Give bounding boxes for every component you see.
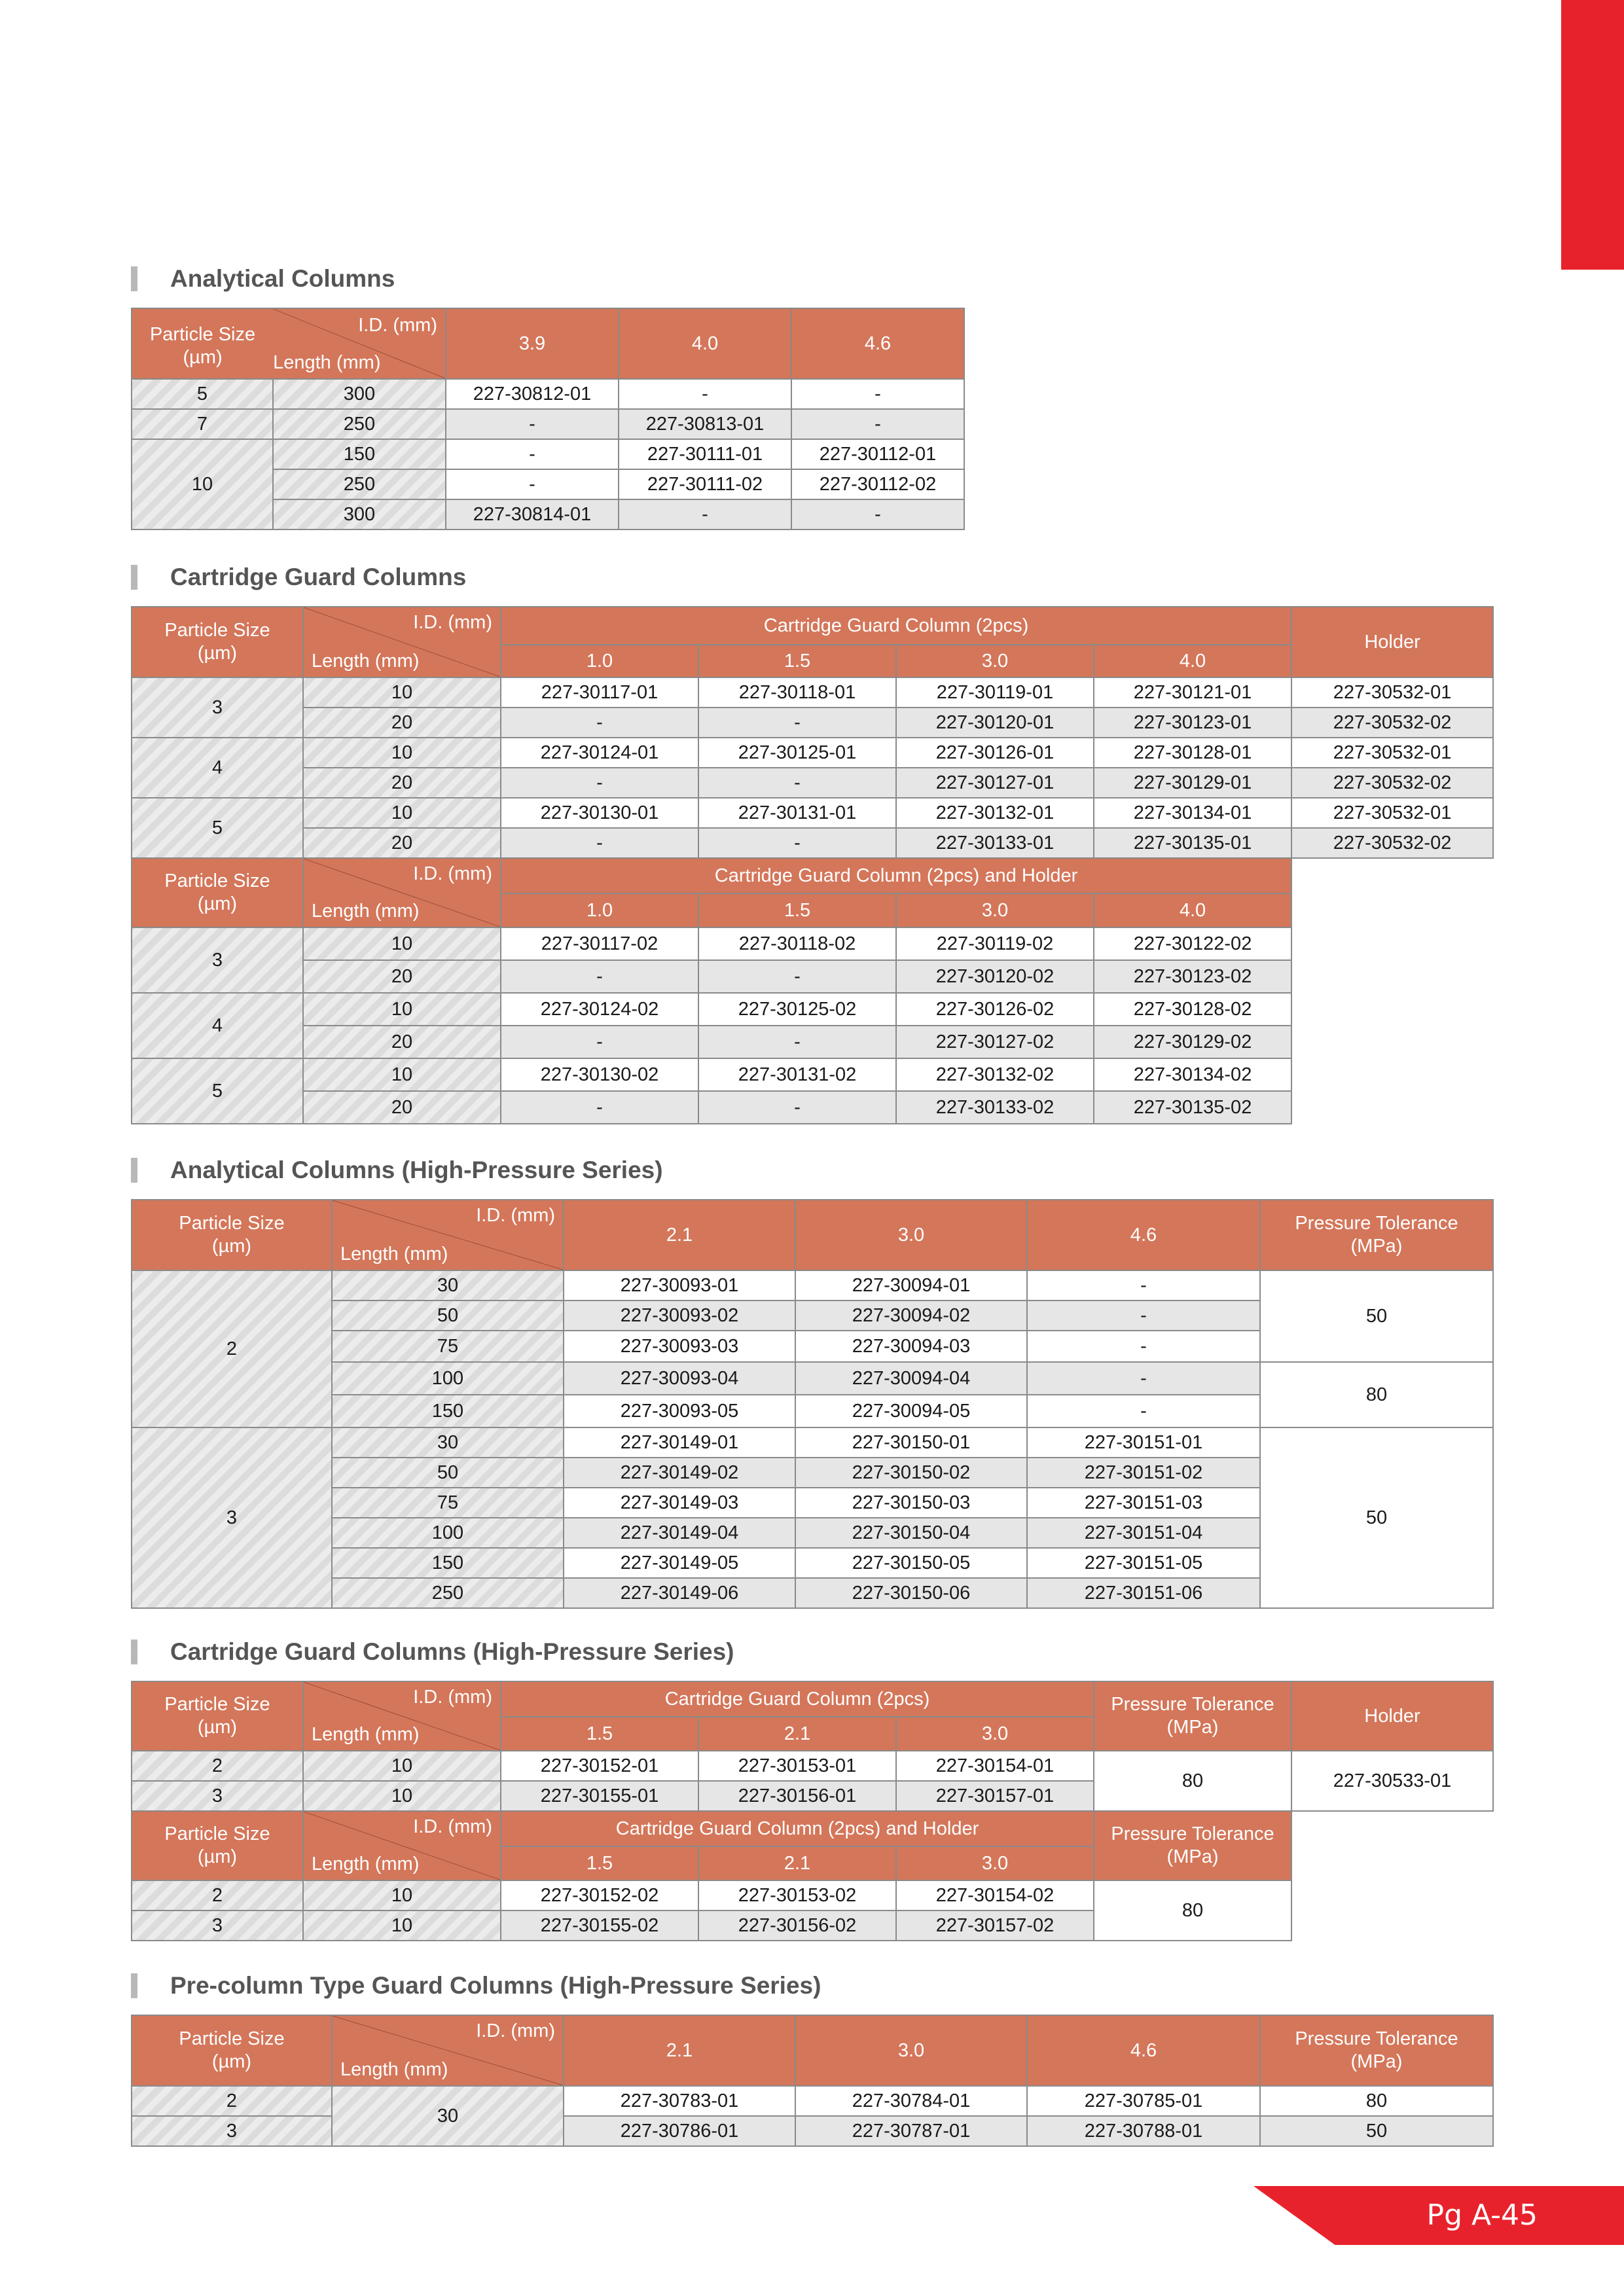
col-header: 2.1 — [564, 1200, 795, 1270]
header-diagonal-cell — [332, 1200, 564, 1270]
analytical-hp-table — [131, 1199, 1494, 1609]
part-number-cell: 227-30130-02 — [501, 1058, 698, 1091]
section-marker — [131, 266, 137, 291]
particle-size-header: Particle Size (µm) — [132, 1681, 303, 1751]
length-header: Length (mm) — [340, 2059, 448, 2081]
length-header: Length (mm) — [312, 901, 420, 922]
table-row — [132, 1427, 1493, 1458]
part-number-cell: 227-30151-03 — [1027, 1488, 1260, 1518]
section-cartridge-guard-hp — [131, 1638, 1494, 1941]
id-header: I.D. (mm) — [413, 1687, 492, 1708]
header-diagonal-cell — [332, 2015, 564, 2086]
length-cell: 10 — [303, 1781, 501, 1811]
part-number-cell: 227-30150-06 — [795, 1578, 1027, 1608]
id-header: I.D. (mm) — [413, 863, 492, 884]
length-cell: 10 — [303, 677, 501, 708]
col-header: 3.0 — [896, 645, 1094, 677]
particle-size-cell: 10 — [132, 439, 273, 529]
part-number-cell: 227-30150-04 — [795, 1518, 1027, 1548]
part-number-cell: 227-30093-05 — [564, 1395, 795, 1427]
header-row — [132, 1200, 1493, 1270]
holder-cell: 227-30532-02 — [1291, 828, 1493, 858]
cartridge-guard-hp-with-holder-table — [131, 1810, 1292, 1941]
table-row — [132, 379, 964, 409]
col-header: 3.0 — [896, 1717, 1094, 1751]
pressure-tolerance-cell: 80 — [1094, 1880, 1291, 1941]
length-cell: 100 — [332, 1362, 564, 1395]
part-number-cell: 227-30124-02 — [501, 993, 698, 1026]
length-header: Length (mm) — [273, 352, 381, 374]
header-row — [132, 308, 964, 379]
length-cell: 250 — [273, 469, 446, 499]
part-number-cell: 227-30150-03 — [795, 1488, 1027, 1518]
particle-size-cell: 2 — [132, 1751, 303, 1781]
header-diagonal-cell — [303, 1681, 501, 1751]
pressure-tolerance-cell: 80 — [1260, 2086, 1493, 2116]
particle-size-cell: 2 — [132, 2086, 332, 2116]
part-number-cell: 227-30094-01 — [795, 1270, 1027, 1300]
part-number-cell: - — [501, 1026, 698, 1058]
part-number-cell: 227-30127-01 — [896, 768, 1094, 798]
pressure-tolerance-cell: 50 — [1260, 1427, 1493, 1608]
length-cell: 10 — [303, 993, 501, 1026]
col-header: 2.1 — [698, 1846, 896, 1880]
particle-size-cell: 3 — [132, 1910, 303, 1941]
cartridge-guard-columns-table — [131, 606, 1494, 859]
part-number-cell: 227-30133-02 — [896, 1091, 1094, 1124]
header-row — [132, 1681, 1493, 1717]
part-number-cell: 227-30788-01 — [1027, 2116, 1260, 2146]
table-row — [132, 993, 1291, 1026]
part-number-cell: - — [1027, 1270, 1260, 1300]
precolumn-guard-hp-table — [131, 2015, 1494, 2147]
length-cell: 30 — [332, 1427, 564, 1458]
part-number-cell: 227-30122-02 — [1094, 927, 1291, 960]
page-number: Pg A-45 — [1426, 2198, 1538, 2232]
red-corner-tab — [1561, 0, 1624, 270]
particle-size-cell: 5 — [132, 379, 273, 409]
group-header: Cartridge Guard Column (2pcs) — [501, 1681, 1094, 1717]
part-number-cell: 227-30117-02 — [501, 927, 698, 960]
part-number-cell: - — [791, 379, 964, 409]
header-row — [132, 2015, 1493, 2086]
part-number-cell: 227-30118-02 — [698, 927, 896, 960]
table-row — [132, 960, 1291, 993]
section-marker — [131, 1973, 137, 1998]
table-row — [132, 927, 1291, 960]
section-title: Analytical Columns (High-Pressure Series) — [170, 1157, 663, 1183]
table-row — [132, 1026, 1291, 1058]
pressure-tolerance-header: Pressure Tolerance (MPa) — [1094, 1681, 1291, 1751]
length-header: Length (mm) — [312, 651, 420, 672]
part-number-cell: 227-30093-01 — [564, 1270, 795, 1300]
length-header: Length (mm) — [340, 1244, 448, 1265]
part-number-cell: 227-30128-02 — [1094, 993, 1291, 1026]
part-number-cell: 227-30125-02 — [698, 993, 896, 1026]
table-row — [132, 828, 1493, 858]
length-cell: 250 — [332, 1578, 564, 1608]
col-header: 4.0 — [1094, 645, 1291, 677]
group-header: Cartridge Guard Column (2pcs) and Holder — [501, 858, 1291, 893]
length-cell: 250 — [273, 409, 446, 439]
length-cell: 10 — [303, 1910, 501, 1941]
part-number-cell: 227-30151-04 — [1027, 1518, 1260, 1548]
part-number-cell: 227-30786-01 — [564, 2116, 795, 2146]
part-number-cell: - — [619, 499, 791, 529]
pressure-tolerance-cell: 80 — [1260, 1362, 1493, 1427]
part-number-cell: 227-30151-05 — [1027, 1548, 1260, 1578]
part-number-cell: 227-30126-02 — [896, 993, 1094, 1026]
part-number-cell: 227-30153-01 — [698, 1751, 896, 1781]
holder-header: Holder — [1291, 1681, 1493, 1751]
part-number-cell: 227-30813-01 — [619, 409, 791, 439]
length-header: Length (mm) — [312, 1724, 420, 1746]
section-marker — [131, 1158, 137, 1183]
part-number-cell: 227-30132-02 — [896, 1058, 1094, 1091]
table-row — [132, 1362, 1493, 1395]
part-number-cell: - — [501, 1091, 698, 1124]
part-number-cell: 227-30118-01 — [698, 677, 896, 708]
part-number-cell: - — [1027, 1362, 1260, 1395]
col-header: 4.6 — [791, 308, 964, 379]
holder-cell: 227-30532-01 — [1291, 677, 1493, 708]
header-row — [132, 858, 1291, 893]
length-cell: 150 — [273, 439, 446, 469]
part-number-cell: 227-30151-01 — [1027, 1427, 1260, 1458]
holder-cell: 227-30533-01 — [1291, 1751, 1493, 1811]
part-number-cell: 227-30155-02 — [501, 1910, 698, 1941]
part-number-cell: 227-30134-02 — [1094, 1058, 1291, 1091]
col-header: 3.0 — [795, 1200, 1027, 1270]
part-number-cell: - — [1027, 1395, 1260, 1427]
section-title-row — [131, 264, 965, 293]
part-number-cell: 227-30121-01 — [1094, 677, 1291, 708]
length-cell: 300 — [273, 499, 446, 529]
part-number-cell: 227-30131-02 — [698, 1058, 896, 1091]
part-number-cell: - — [698, 960, 896, 993]
part-number-cell: 227-30157-02 — [896, 1910, 1094, 1941]
section-title: Analytical Columns — [170, 265, 395, 292]
length-cell: 10 — [303, 1058, 501, 1091]
part-number-cell: 227-30094-05 — [795, 1395, 1027, 1427]
part-number-cell: 227-30149-02 — [564, 1458, 795, 1488]
length-cell: 10 — [303, 738, 501, 768]
length-cell: 150 — [332, 1395, 564, 1427]
part-number-cell: 227-30135-01 — [1094, 828, 1291, 858]
part-number-cell: 227-30154-01 — [896, 1751, 1094, 1781]
part-number-cell: 227-30156-01 — [698, 1781, 896, 1811]
col-header: 3.0 — [896, 1846, 1094, 1880]
holder-cell: 227-30532-01 — [1291, 738, 1493, 768]
part-number-cell: - — [698, 708, 896, 738]
col-header: 2.1 — [564, 2015, 795, 2086]
part-number-cell: 227-30135-02 — [1094, 1091, 1291, 1124]
part-number-cell: 227-30129-02 — [1094, 1026, 1291, 1058]
particle-size-cell: 4 — [132, 993, 303, 1058]
part-number-cell: 227-30812-01 — [446, 379, 619, 409]
part-number-cell: 227-30787-01 — [795, 2116, 1027, 2146]
part-number-cell: 227-30123-02 — [1094, 960, 1291, 993]
part-number-cell: 227-30784-01 — [795, 2086, 1027, 2116]
holder-cell: 227-30532-01 — [1291, 798, 1493, 828]
col-header: 1.5 — [501, 1717, 698, 1751]
length-cell: 20 — [303, 960, 501, 993]
length-cell: 150 — [332, 1548, 564, 1578]
part-number-cell: 227-30111-01 — [619, 439, 791, 469]
id-header: I.D. (mm) — [476, 1205, 555, 1226]
particle-size-cell: 3 — [132, 927, 303, 993]
length-cell: 10 — [303, 798, 501, 828]
group-header: Cartridge Guard Column (2pcs) — [501, 607, 1291, 645]
particle-size-cell: 4 — [132, 738, 303, 798]
part-number-cell: 227-30133-01 — [896, 828, 1094, 858]
section-title: Cartridge Guard Columns (High-Pressure Series) — [170, 1638, 734, 1665]
particle-size-cell: 3 — [132, 2116, 332, 2146]
header-diagonal-cell — [303, 1811, 501, 1880]
section-title-row — [131, 1971, 1494, 2000]
part-number-cell: 227-30149-06 — [564, 1578, 795, 1608]
table-row — [132, 708, 1493, 738]
part-number-cell: 227-30149-05 — [564, 1548, 795, 1578]
header-diagonal-cell — [303, 607, 501, 677]
col-header: 4.6 — [1027, 2015, 1260, 2086]
part-number-cell: 227-30814-01 — [446, 499, 619, 529]
header-row — [132, 1811, 1291, 1846]
col-header: 4.0 — [1094, 893, 1291, 927]
section-marker — [131, 565, 137, 590]
particle-size-cell: 5 — [132, 798, 303, 858]
length-cell: 10 — [303, 1880, 501, 1910]
particle-size-cell: 3 — [132, 677, 303, 738]
section-analytical-hp — [131, 1156, 1494, 1609]
part-number-cell: 227-30152-01 — [501, 1751, 698, 1781]
cartridge-guard-with-holder-table — [131, 857, 1292, 1124]
part-number-cell: 227-30154-02 — [896, 1880, 1094, 1910]
section-analytical-columns — [131, 264, 965, 530]
part-number-cell: - — [1027, 1331, 1260, 1362]
part-number-cell: 227-30156-02 — [698, 1910, 896, 1941]
part-number-cell: - — [698, 828, 896, 858]
col-header: 3.0 — [896, 893, 1094, 927]
part-number-cell: - — [791, 499, 964, 529]
part-number-cell: 227-30128-01 — [1094, 738, 1291, 768]
part-number-cell: 227-30123-01 — [1094, 708, 1291, 738]
part-number-cell: 227-30150-01 — [795, 1427, 1027, 1458]
section-marker — [131, 1640, 137, 1664]
part-number-cell: 227-30150-02 — [795, 1458, 1027, 1488]
length-cell: 50 — [332, 1458, 564, 1488]
length-cell: 20 — [303, 708, 501, 738]
group-header: Cartridge Guard Column (2pcs) and Holder — [501, 1811, 1094, 1846]
holder-header: Holder — [1291, 607, 1493, 677]
table-row — [132, 1058, 1291, 1091]
pressure-tolerance-header: Pressure Tolerance (MPa) — [1260, 2015, 1493, 2086]
length-cell: 20 — [303, 1026, 501, 1058]
part-number-cell: 227-30783-01 — [564, 2086, 795, 2116]
part-number-cell: 227-30093-03 — [564, 1331, 795, 1362]
length-cell: 30 — [332, 1270, 564, 1300]
part-number-cell: - — [619, 379, 791, 409]
header-row — [132, 607, 1493, 645]
length-cell: 30 — [332, 2086, 564, 2146]
part-number-cell: 227-30125-01 — [698, 738, 896, 768]
part-number-cell: - — [1027, 1300, 1260, 1331]
part-number-cell: - — [698, 768, 896, 798]
part-number-cell: 227-30130-01 — [501, 798, 698, 828]
part-number-cell: - — [501, 708, 698, 738]
part-number-cell: 227-30127-02 — [896, 1026, 1094, 1058]
table-row — [132, 409, 964, 439]
col-header: 4.6 — [1027, 1200, 1260, 1270]
particle-size-cell: 5 — [132, 1058, 303, 1124]
part-number-cell: 227-30155-01 — [501, 1781, 698, 1811]
part-number-cell: - — [446, 439, 619, 469]
length-cell: 75 — [332, 1331, 564, 1362]
col-header: 3.9 — [446, 308, 619, 379]
length-cell: 10 — [303, 927, 501, 960]
particle-size-cell: 3 — [132, 1427, 332, 1608]
table-row — [132, 798, 1493, 828]
length-cell: 20 — [303, 1091, 501, 1124]
part-number-cell: 227-30093-04 — [564, 1362, 795, 1395]
section-title-row — [131, 563, 1494, 592]
id-header: I.D. (mm) — [413, 1816, 492, 1837]
analytical-columns-table — [131, 308, 965, 530]
part-number-cell: 227-30129-01 — [1094, 768, 1291, 798]
particle-size-header: Particle Size (µm) — [132, 1200, 332, 1270]
part-number-cell: 227-30785-01 — [1027, 2086, 1260, 2116]
section-title: Cartridge Guard Columns — [170, 564, 467, 590]
length-cell: 10 — [303, 1751, 501, 1781]
id-header: I.D. (mm) — [358, 315, 437, 336]
table-row — [132, 1270, 1493, 1300]
section-title-row — [131, 1638, 1494, 1666]
part-number-cell: 227-30149-03 — [564, 1488, 795, 1518]
part-number-cell: - — [501, 960, 698, 993]
particle-size-cell: 2 — [132, 1880, 303, 1910]
part-number-cell: 227-30124-01 — [501, 738, 698, 768]
part-number-cell: 227-30094-02 — [795, 1300, 1027, 1331]
length-cell: 100 — [332, 1518, 564, 1548]
table-row — [132, 1751, 1493, 1781]
header-diagonal-cell — [303, 858, 501, 927]
length-cell: 50 — [332, 1300, 564, 1331]
length-cell: 20 — [303, 828, 501, 858]
part-number-cell: - — [791, 409, 964, 439]
header-diagonal-cell — [132, 308, 446, 379]
table-row — [132, 439, 964, 469]
table-row — [132, 677, 1493, 708]
part-number-cell: 227-30149-01 — [564, 1427, 795, 1458]
part-number-cell: 227-30112-02 — [791, 469, 964, 499]
pressure-tolerance-header: Pressure Tolerance (MPa) — [1260, 1200, 1493, 1270]
part-number-cell: - — [446, 469, 619, 499]
particle-size-header: Particle Size (µm) — [132, 607, 303, 677]
table-row — [132, 2086, 1493, 2116]
part-number-cell: 227-30149-04 — [564, 1518, 795, 1548]
section-title: Pre-column Type Guard Columns (High-Pressure Series) — [170, 1972, 821, 1999]
part-number-cell: 227-30151-02 — [1027, 1458, 1260, 1488]
part-number-cell: 227-30094-04 — [795, 1362, 1027, 1395]
part-number-cell: 227-30094-03 — [795, 1331, 1027, 1362]
particle-size-cell: 3 — [132, 1781, 303, 1811]
col-header: 3.0 — [795, 2015, 1027, 2086]
part-number-cell: - — [446, 409, 619, 439]
table-row — [132, 738, 1493, 768]
length-header: Length (mm) — [312, 1854, 420, 1875]
part-number-cell: - — [698, 1026, 896, 1058]
pressure-tolerance-cell: 50 — [1260, 1270, 1493, 1362]
part-number-cell: 227-30120-02 — [896, 960, 1094, 993]
part-number-cell: - — [501, 768, 698, 798]
part-number-cell: - — [698, 1091, 896, 1124]
particle-size-cell: 7 — [132, 409, 273, 439]
part-number-cell: 227-30112-01 — [791, 439, 964, 469]
particle-size-header: Particle Size (µm) — [132, 858, 303, 927]
pressure-tolerance-cell: 50 — [1260, 2116, 1493, 2146]
length-cell: 20 — [303, 768, 501, 798]
part-number-cell: 227-30111-02 — [619, 469, 791, 499]
pressure-tolerance-header: Pressure Tolerance (MPa) — [1094, 1811, 1291, 1880]
col-header: 2.1 — [698, 1717, 896, 1751]
col-header: 1.0 — [501, 645, 698, 677]
section-cartridge-guard-columns — [131, 563, 1494, 1124]
col-header: 1.0 — [501, 893, 698, 927]
holder-cell: 227-30532-02 — [1291, 768, 1493, 798]
particle-size-cell: 2 — [132, 1270, 332, 1427]
pressure-tolerance-cell: 80 — [1094, 1751, 1291, 1811]
part-number-cell: 227-30093-02 — [564, 1300, 795, 1331]
part-number-cell: 227-30132-01 — [896, 798, 1094, 828]
part-number-cell: 227-30126-01 — [896, 738, 1094, 768]
holder-cell: 227-30532-02 — [1291, 708, 1493, 738]
part-number-cell: 227-30119-01 — [896, 677, 1094, 708]
part-number-cell: 227-30152-02 — [501, 1880, 698, 1910]
section-precolumn-guard-hp — [131, 1971, 1494, 2147]
length-cell: 300 — [273, 379, 446, 409]
particle-size-header: Particle Size (µm) — [149, 324, 256, 368]
col-header: 4.0 — [619, 308, 791, 379]
part-number-cell: 227-30134-01 — [1094, 798, 1291, 828]
part-number-cell: - — [501, 828, 698, 858]
part-number-cell: 227-30153-02 — [698, 1880, 896, 1910]
part-number-cell: 227-30119-02 — [896, 927, 1094, 960]
part-number-cell: 227-30120-01 — [896, 708, 1094, 738]
col-header: 1.5 — [698, 645, 896, 677]
id-header: I.D. (mm) — [476, 2020, 555, 2041]
part-number-cell: 227-30150-05 — [795, 1548, 1027, 1578]
part-number-cell: 227-30157-01 — [896, 1781, 1094, 1811]
cartridge-guard-hp-table — [131, 1681, 1494, 1812]
particle-size-header: Particle Size (µm) — [132, 1811, 303, 1880]
col-header: 1.5 — [698, 893, 896, 927]
id-header: I.D. (mm) — [413, 612, 492, 633]
part-number-cell: 227-30151-06 — [1027, 1578, 1260, 1608]
col-header: 1.5 — [501, 1846, 698, 1880]
table-row — [132, 1880, 1291, 1910]
part-number-cell: 227-30117-01 — [501, 677, 698, 708]
table-row — [132, 768, 1493, 798]
section-title-row — [131, 1156, 1494, 1185]
table-row — [132, 1091, 1291, 1124]
part-number-cell: 227-30131-01 — [698, 798, 896, 828]
particle-size-header: Particle Size (µm) — [132, 2015, 332, 2086]
length-cell: 75 — [332, 1488, 564, 1518]
